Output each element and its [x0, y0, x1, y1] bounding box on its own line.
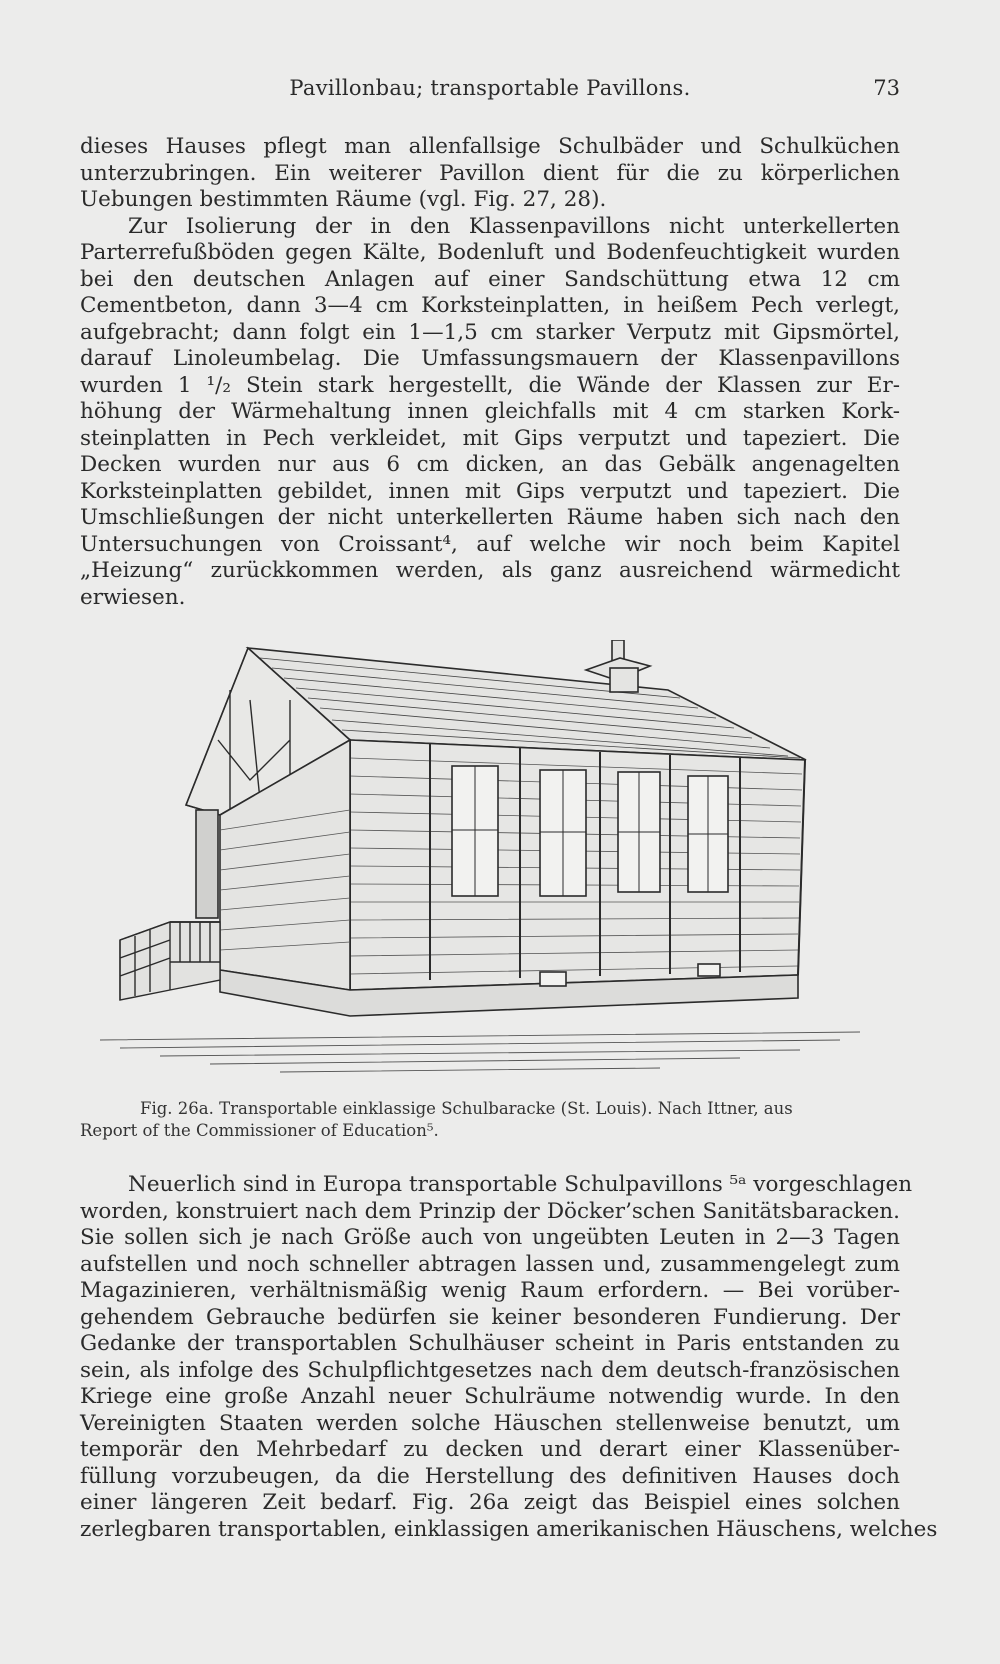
- text-line: sein, als infolge des Schulpflichtgesetzes nach dem deutsch-französischen: [80, 1357, 900, 1383]
- caption-line: Report of the Commissioner of Education⁵.: [80, 1121, 439, 1140]
- paragraph-2: [80, 1172, 938, 1543]
- text-line: Parterrefußböden gegen Kälte, Bodenluft und Bodenfeuchtigkeit wurden: [80, 240, 900, 265]
- text-line: erwiesen.: [80, 584, 186, 610]
- page-header: [80, 76, 900, 110]
- text-line: Zur Isolierung der in den Klassenpavillons nicht unterkellerten: [128, 213, 900, 239]
- page-number: 73: [873, 76, 900, 100]
- text-line: einer längeren Zeit bedarf. Fig. 26a zeigt das Beispiel eines solchen: [80, 1490, 900, 1515]
- text-line: zerlegbaren transportablen, einklassigen amerikanischen Häuschens, welches: [80, 1516, 938, 1542]
- schoolhouse-drawing: [100, 640, 900, 1080]
- text-line: gehendem Gebrauche bedürfen sie keiner besonderen Fundierung. Der: [80, 1304, 900, 1330]
- text-line: darauf Linoleumbelag. Die Umfassungsmauern der Klassenpavillons: [80, 346, 900, 371]
- text-line: höhung der Wärmehaltung innen gleichfalls mit 4 cm starken Kork-: [80, 399, 900, 424]
- ground-lines: [100, 1032, 860, 1072]
- text-line: füllung vorzubeugen, da die Herstellung des definitiven Hauses doch: [80, 1463, 900, 1489]
- figure-schoolhouse-illustration: [100, 640, 900, 1080]
- running-title: Pavillonbau; transportable Pavillons.: [289, 76, 691, 100]
- door: [196, 810, 218, 918]
- text-line: steinplatten in Pech verkleidet, mit Gips verputzt und tapeziert. Die: [80, 425, 900, 451]
- text-line: Korksteinplatten gebildet, innen mit Gips verputzt und tapeziert. Die: [80, 478, 900, 504]
- text-line: Neuerlich sind in Europa transportable Schulpavillons ⁵ᵃ vorgeschlagen: [128, 1172, 913, 1197]
- text-line: Umschließungen der nicht unterkellerten Räume haben sich nach den: [80, 505, 900, 530]
- entrance-steps: [120, 922, 220, 1000]
- text-line: Untersuchungen von Croissant⁴, auf welche wir noch beim Kapitel: [80, 531, 900, 557]
- text-line: Cementbeton, dann 3—4 cm Korksteinplatten, in heißem Pech verlegt,: [80, 293, 900, 318]
- text-line: Magazinieren, verhältnismäßig wenig Raum erfordern. — Bei vorüber-: [80, 1278, 900, 1303]
- text-line: temporär den Mehrbedarf zu decken und derart einer Klassenüber-: [80, 1437, 900, 1462]
- text-line: aufstellen und noch schneller abtragen lassen und, zusammengelegt zum: [80, 1251, 900, 1277]
- text-line: bei den deutschen Anlagen auf einer Sandschüttung etwa 12 cm: [80, 266, 900, 292]
- paragraph-1: [80, 134, 900, 611]
- text-line: Kriege eine große Anzahl neuer Schulräume notwendig wurde. In den: [80, 1384, 900, 1409]
- text-line: worden, konstruiert nach dem Prinzip der Döcker’schen Sanitätsbaracken.: [80, 1198, 900, 1224]
- text-line: aufgebracht; dann folgt ein 1—1,5 cm starker Verputz mit Gipsmörtel,: [80, 319, 900, 345]
- text-line: Uebungen bestimmten Räume (vgl. Fig. 27, 28).: [80, 187, 607, 212]
- text-line: „Heizung“ zurückkommen werden, als ganz ausreichend wärmedicht: [80, 558, 900, 583]
- text-line: Sie sollen sich je nach Größe auch von ungeübten Leuten in 2—3 Tagen: [80, 1225, 900, 1250]
- text-line: dieses Hauses pflegt man allenfallsige Schulbäder und Schulküchen: [80, 134, 900, 159]
- text-line: Gedanke der transportablen Schulhäuser scheint in Paris entstanden zu: [80, 1331, 900, 1356]
- text-line: Decken wurden nur aus 6 cm dicken, an das Gebälk angenagelten: [80, 452, 900, 477]
- text-line: wurden 1 ¹/₂ Stein stark hergestellt, die Wände der Klassen zur Er-: [80, 372, 900, 398]
- figure-caption: [80, 1098, 900, 1142]
- text-line: Vereinigten Staaten werden solche Häuschen stellenweise benutzt, um: [80, 1410, 900, 1436]
- text-line: unterzubringen. Ein weiterer Pavillon dient für die zu körperlichen: [80, 160, 900, 186]
- caption-line: Fig. 26a. Transportable einklassige Schulbaracke (St. Louis). Nach Ittner, aus: [140, 1099, 793, 1118]
